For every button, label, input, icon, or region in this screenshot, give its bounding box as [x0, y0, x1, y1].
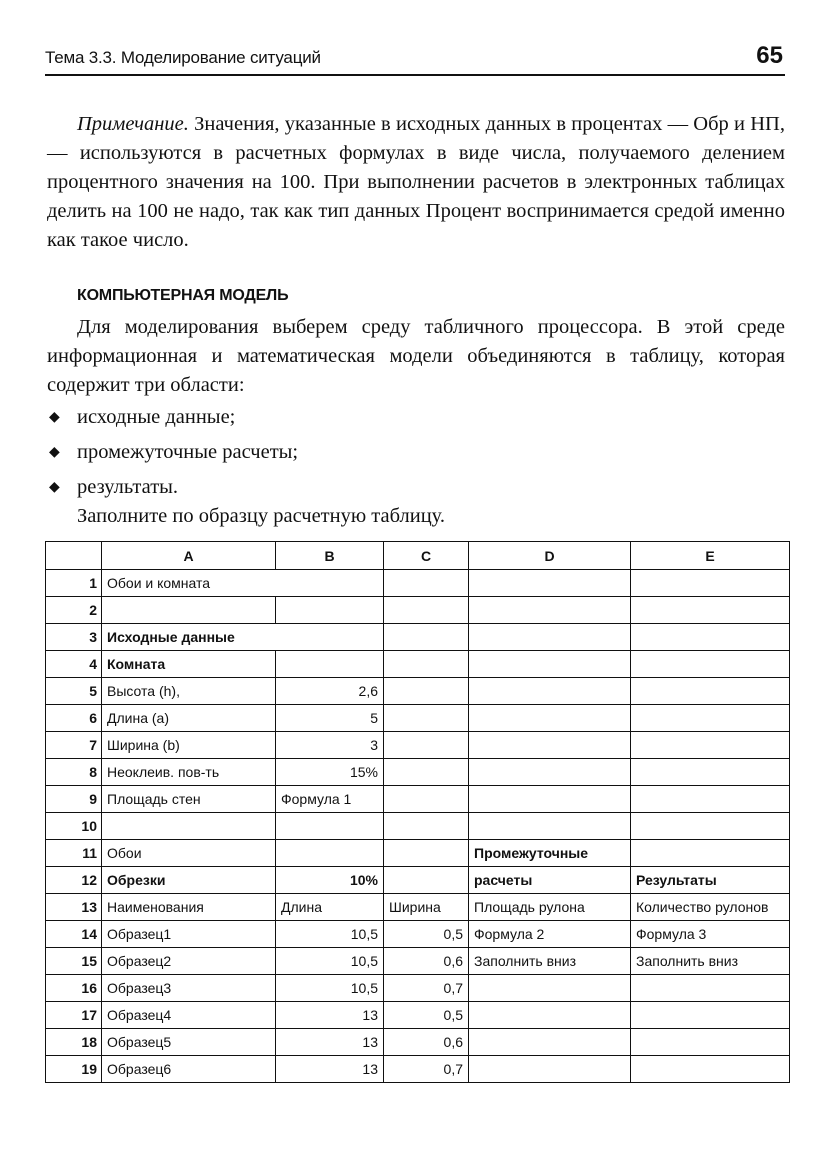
cell-b17: 13: [276, 1002, 384, 1029]
cell-e13: Количество рулонов: [631, 894, 790, 921]
cell-e6: [631, 705, 790, 732]
note-text: Значения, указанные в исходных данных в процентах — Обр и НП, — используются в расчетных формулах в виде числа, получаемого делением процентного значения на 100. При выполнении расчетов в электронных таблицах делить на 100 не надо, так как тип данных Процент воспринимается средой именно как такое число.: [47, 113, 785, 251]
table-row: [46, 786, 790, 813]
table-row: [46, 840, 790, 867]
bullet-list: [47, 400, 785, 505]
table-row: [46, 1002, 790, 1029]
cell-a17: Образец4: [102, 1002, 276, 1029]
cell-a19: Образец6: [102, 1056, 276, 1083]
table-row: [46, 597, 790, 624]
cell-e17: [631, 1002, 790, 1029]
cell-c4: [384, 651, 469, 678]
column-header-c: C: [384, 542, 469, 570]
instruction-text: Заполните по образцу расчетную таблицу.: [77, 505, 446, 527]
cell-d18: [469, 1029, 631, 1056]
cell-b11: [276, 840, 384, 867]
cell-e5: [631, 678, 790, 705]
cell-a6: Длина (a): [102, 705, 276, 732]
cell-c17: 0,5: [384, 1002, 469, 1029]
cell-b10: [276, 813, 384, 840]
page-number: 65: [756, 42, 783, 69]
table-row: [46, 813, 790, 840]
cell-c6: [384, 705, 469, 732]
cell-d3: [469, 624, 631, 651]
table-row: [46, 732, 790, 759]
running-title: Тема 3.3. Моделирование ситуаций: [45, 48, 321, 67]
table-row: [46, 894, 790, 921]
table-row: [46, 867, 790, 894]
cell-c5: [384, 678, 469, 705]
cell-b3: [276, 624, 384, 651]
table-row: [46, 948, 790, 975]
cell-a3: Исходные данные: [102, 624, 276, 651]
cell-a8: Неоклеив. пов-ть: [102, 759, 276, 786]
section-heading: КОМПЬЮТЕРНАЯ МОДЕЛЬ: [77, 287, 289, 304]
cell-e10: [631, 813, 790, 840]
table-row: [46, 1056, 790, 1083]
column-header-b: B: [276, 542, 384, 570]
cell-c1: [384, 570, 469, 597]
cell-d16: [469, 975, 631, 1002]
row-number: 14: [46, 921, 102, 948]
cell-b2: [276, 597, 384, 624]
table-row: [46, 975, 790, 1002]
cell-d12: расчеты: [469, 867, 631, 894]
cell-b7: 3: [276, 732, 384, 759]
cell-a16: Образец3: [102, 975, 276, 1002]
cell-c15: 0,6: [384, 948, 469, 975]
cell-d8: [469, 759, 631, 786]
diamond-bullet-icon: ◆: [49, 410, 60, 425]
cell-c19: 0,7: [384, 1056, 469, 1083]
cell-d9: [469, 786, 631, 813]
diamond-bullet-icon: ◆: [49, 480, 60, 495]
cell-c7: [384, 732, 469, 759]
row-number: 1: [46, 570, 102, 597]
cell-b19: 13: [276, 1056, 384, 1083]
cell-b13: Длина: [276, 894, 384, 921]
cell-d10: [469, 813, 631, 840]
cell-a1: Обои и комната: [102, 570, 276, 597]
table-row: [46, 570, 790, 597]
cell-e12: Результаты: [631, 867, 790, 894]
row-number: 4: [46, 651, 102, 678]
cell-b12: 10%: [276, 867, 384, 894]
cell-e8: [631, 759, 790, 786]
row-number: 12: [46, 867, 102, 894]
row-number: 6: [46, 705, 102, 732]
cell-c12: [384, 867, 469, 894]
column-header-row: [46, 542, 790, 570]
cell-d7: [469, 732, 631, 759]
row-number: 9: [46, 786, 102, 813]
cell-a4: Комната: [102, 651, 276, 678]
intro-paragraph: Для моделирования выберем среду табличного процессора. В этой среде информационная и математическая модели объединяются в таблицу, которая содержит три области:: [47, 316, 785, 396]
cell-c9: [384, 786, 469, 813]
cell-b9: Формула 1: [276, 786, 384, 813]
row-number: 11: [46, 840, 102, 867]
cell-e9: [631, 786, 790, 813]
cell-e16: [631, 975, 790, 1002]
row-number: 3: [46, 624, 102, 651]
cell-a14: Образец1: [102, 921, 276, 948]
cell-c10: [384, 813, 469, 840]
cell-c2: [384, 597, 469, 624]
row-number: 19: [46, 1056, 102, 1083]
cell-a12: Обрезки: [102, 867, 276, 894]
row-number: 15: [46, 948, 102, 975]
cell-d5: [469, 678, 631, 705]
cell-c3: [384, 624, 469, 651]
cell-d17: [469, 1002, 631, 1029]
table-row: [46, 678, 790, 705]
table-row: [46, 624, 790, 651]
cell-b16: 10,5: [276, 975, 384, 1002]
running-header: [45, 40, 785, 76]
cell-e11: [631, 840, 790, 867]
cell-d19: [469, 1056, 631, 1083]
table-row: [46, 705, 790, 732]
table-row: [46, 759, 790, 786]
row-number: 16: [46, 975, 102, 1002]
cell-e19: [631, 1056, 790, 1083]
cell-b4: [276, 651, 384, 678]
cell-a11: Обои: [102, 840, 276, 867]
cell-b18: 13: [276, 1029, 384, 1056]
spreadsheet-table: [45, 541, 790, 1083]
cell-e7: [631, 732, 790, 759]
cell-b6: 5: [276, 705, 384, 732]
cell-e3: [631, 624, 790, 651]
cell-c16: 0,7: [384, 975, 469, 1002]
cell-a13: Наименования: [102, 894, 276, 921]
column-header-a: A: [102, 542, 276, 570]
cell-b1: [276, 570, 384, 597]
table-row: [46, 1029, 790, 1056]
cell-e4: [631, 651, 790, 678]
row-number: 5: [46, 678, 102, 705]
cell-e18: [631, 1029, 790, 1056]
table-row: [46, 921, 790, 948]
cell-d6: [469, 705, 631, 732]
cell-e1: [631, 570, 790, 597]
cell-e15: Заполнить вниз: [631, 948, 790, 975]
row-number: 17: [46, 1002, 102, 1029]
cell-a7: Ширина (b): [102, 732, 276, 759]
diamond-bullet-icon: ◆: [49, 445, 60, 460]
column-header-e: E: [631, 542, 790, 570]
row-number: 10: [46, 813, 102, 840]
cell-b5: 2,6: [276, 678, 384, 705]
cell-c18: 0,6: [384, 1029, 469, 1056]
cell-d2: [469, 597, 631, 624]
row-number: 18: [46, 1029, 102, 1056]
note-label: Примечание.: [77, 113, 189, 135]
note-paragraph: [47, 110, 785, 255]
cell-a15: Образец2: [102, 948, 276, 975]
cell-c11: [384, 840, 469, 867]
cell-d4: [469, 651, 631, 678]
cell-e2: [631, 597, 790, 624]
cell-b8: 15%: [276, 759, 384, 786]
cell-d11: Промежуточные: [469, 840, 631, 867]
cell-b14: 10,5: [276, 921, 384, 948]
row-number: 2: [46, 597, 102, 624]
cell-a2: [102, 597, 276, 624]
table-row: [46, 651, 790, 678]
cell-c14: 0,5: [384, 921, 469, 948]
row-number: 7: [46, 732, 102, 759]
column-header-d: D: [469, 542, 631, 570]
cell-c8: [384, 759, 469, 786]
cell-d13: Площадь рулона: [469, 894, 631, 921]
row-number: 13: [46, 894, 102, 921]
row-number: 8: [46, 759, 102, 786]
cell-d1: [469, 570, 631, 597]
cell-a5: Высота (h),: [102, 678, 276, 705]
cell-d15: Заполнить вниз: [469, 948, 631, 975]
cell-a9: Площадь стен: [102, 786, 276, 813]
cell-a10: [102, 813, 276, 840]
bullet-item: ◆ результаты.: [47, 470, 785, 505]
cell-b15: 10,5: [276, 948, 384, 975]
cell-c13: Ширина: [384, 894, 469, 921]
cell-e14: Формула 3: [631, 921, 790, 948]
bullet-item: ◆ исходные данные;: [47, 400, 785, 435]
bullet-item: ◆ промежуточные расчеты;: [47, 435, 785, 470]
cell-d14: Формула 2: [469, 921, 631, 948]
cell-a18: Образец5: [102, 1029, 276, 1056]
corner-cell: [46, 542, 102, 570]
